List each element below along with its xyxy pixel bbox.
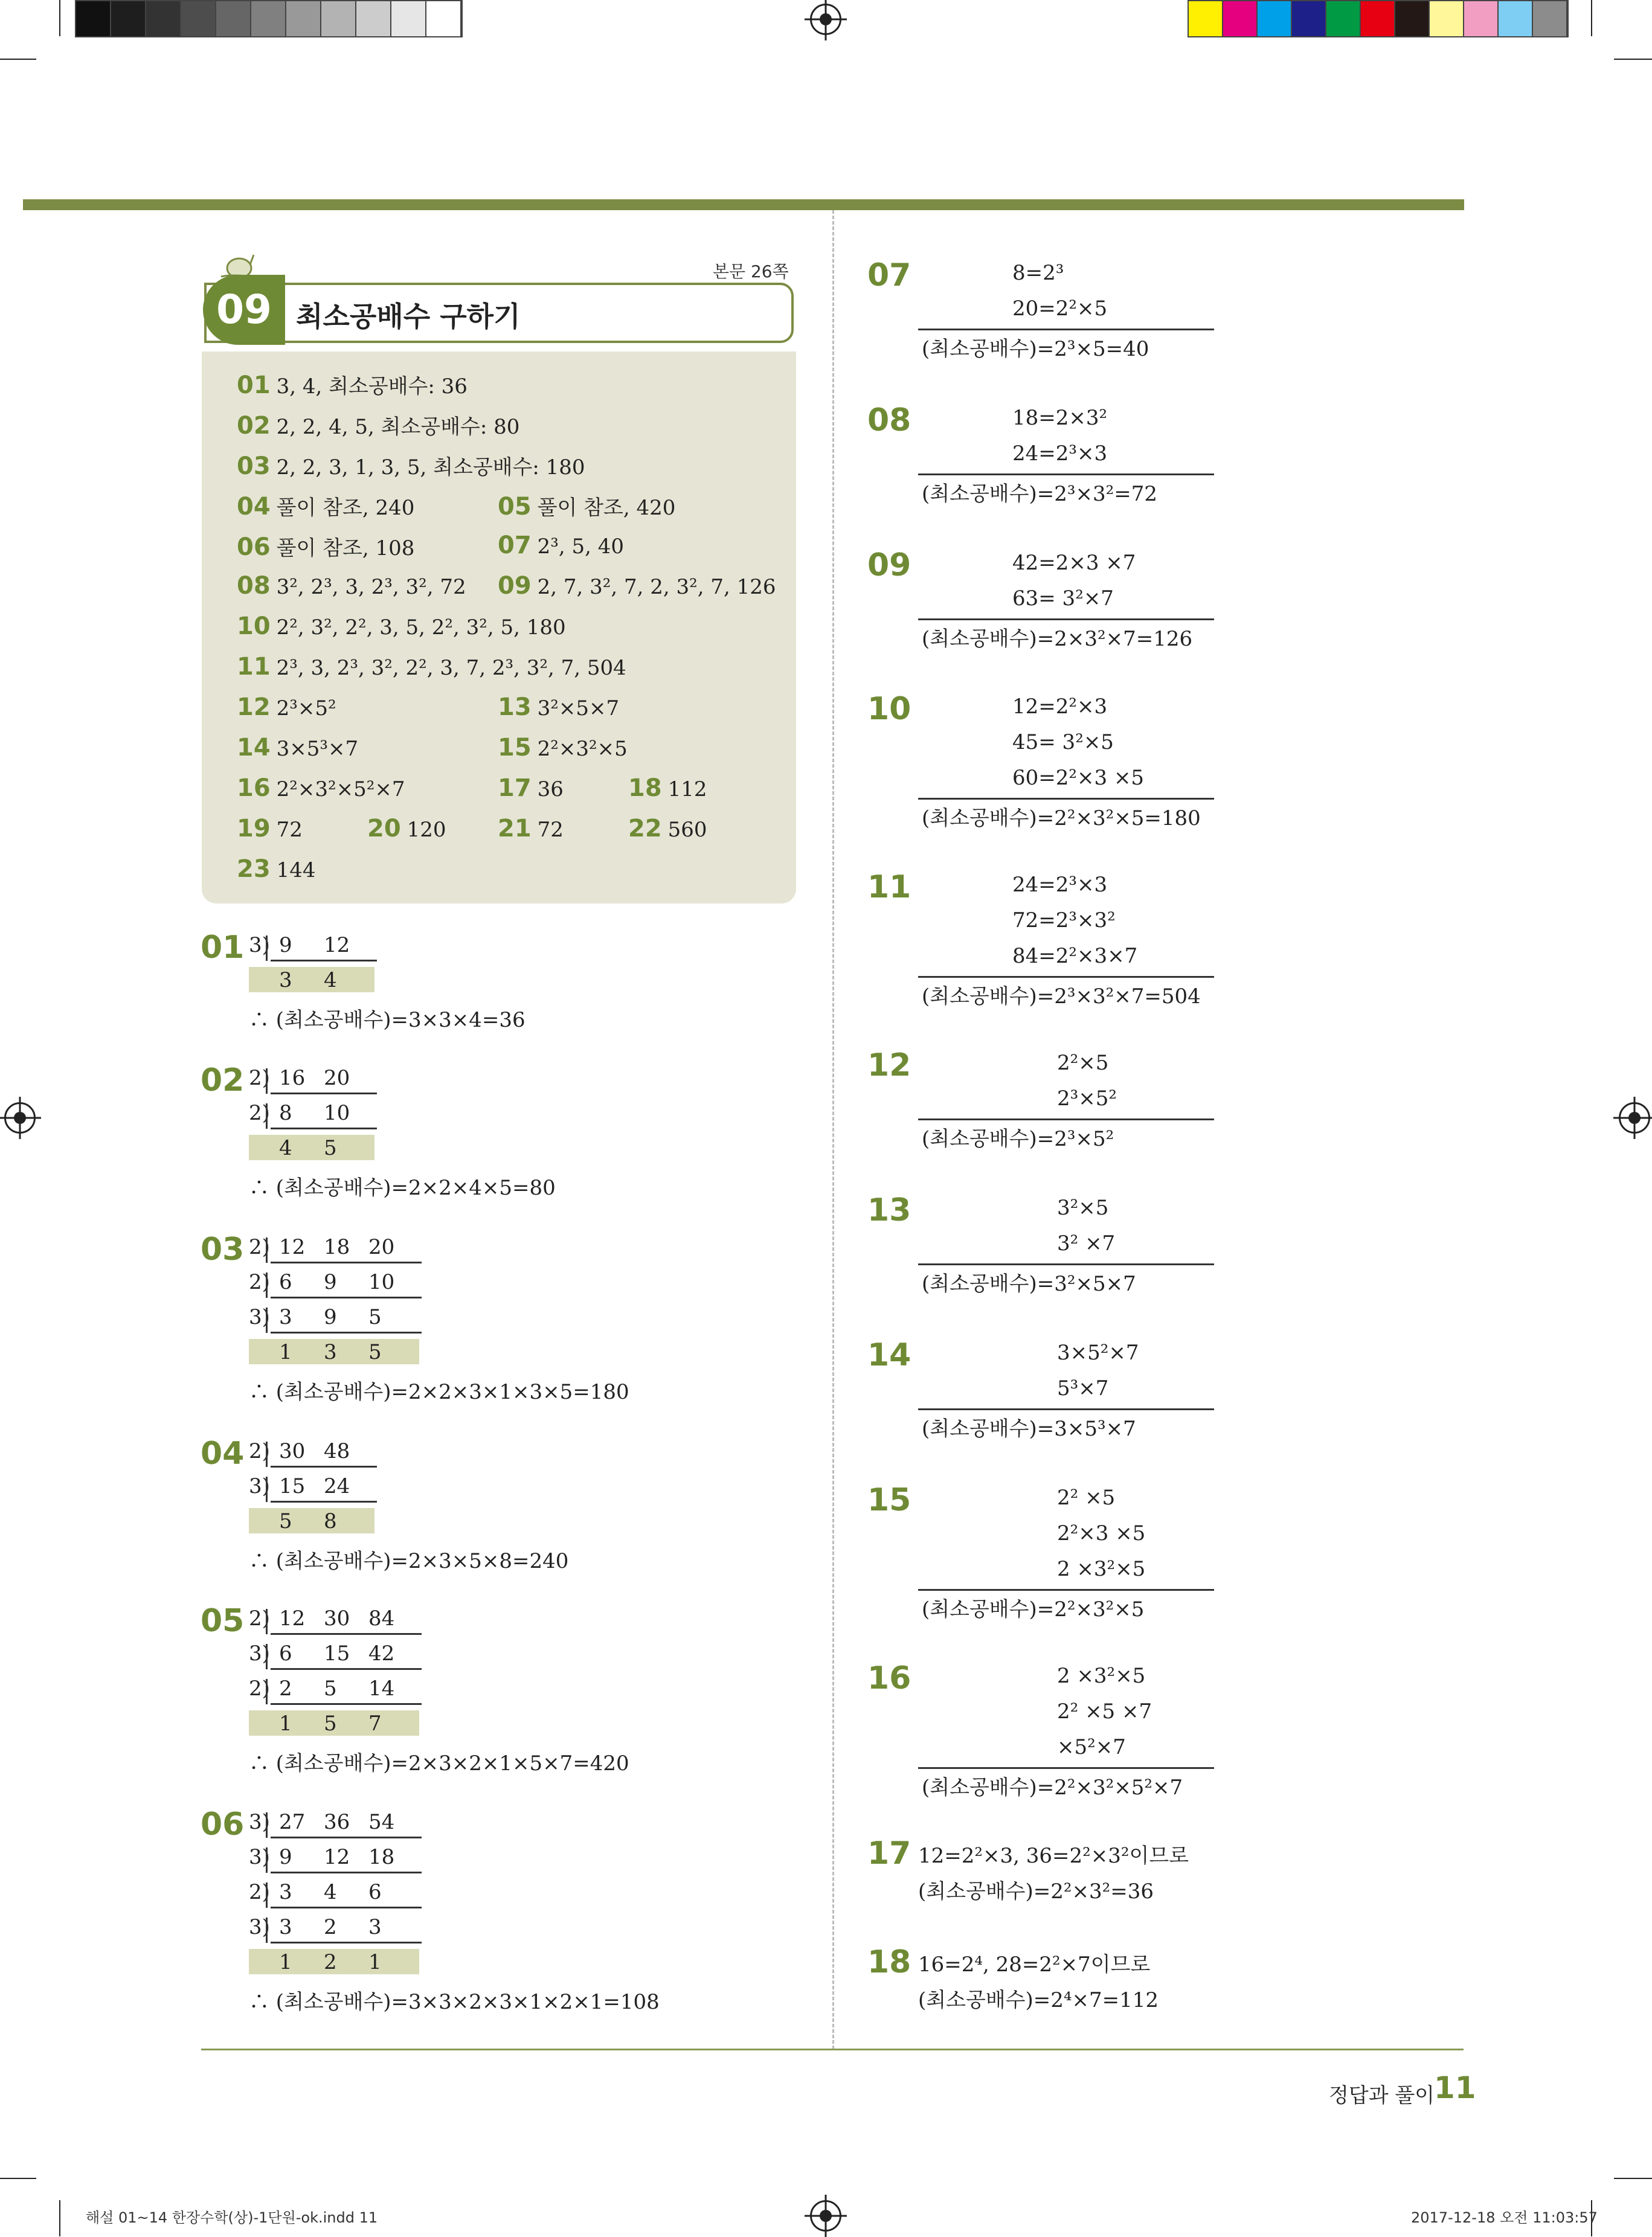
quotient-value: 20 [324, 1066, 350, 1090]
divisor: 2) [249, 1606, 270, 1631]
quotient-row-shade [249, 1508, 374, 1533]
problem-number: 04 [201, 1436, 245, 1472]
quotient-value: 12 [324, 933, 350, 957]
quotient-value: 4 [324, 1880, 337, 1904]
quotient-value: 1 [279, 1340, 292, 1364]
crop-mark [59, 0, 60, 36]
lcm-result: (최소공배수)=2³×3²×7=504 [922, 984, 1201, 1009]
result-line [918, 1767, 1214, 1769]
summary-item: 10 2², 3², 2², 3, 5, 2², 3², 5, 180 [237, 612, 566, 640]
quotient-value: 3 [279, 1305, 292, 1329]
quotient-value: 3 [324, 1340, 337, 1364]
quotient-value: 24 [324, 1474, 350, 1498]
problem-number: 10 [867, 691, 911, 727]
quotient-value: 4 [324, 968, 337, 992]
divisor: 2) [249, 1101, 270, 1125]
footer-timestamp: 2017-12-18 오전 11:03:57 [1411, 2209, 1598, 2226]
summary-item: 16 2²×3²×5²×7 [237, 774, 405, 802]
quotient-value: 20 [368, 1235, 395, 1259]
lcm-result: (최소공배수)=2³×5=40 [922, 337, 1149, 361]
result-line [918, 329, 1214, 330]
quotient-value: 5 [368, 1340, 382, 1364]
division-line [271, 1668, 422, 1670]
factorization-line: 2² ×5 ×7 [1057, 1699, 1152, 1724]
factorization-line: 2 ×3²×5 [1057, 1664, 1146, 1688]
color-bar [1188, 0, 1569, 37]
division-bracket [266, 1847, 268, 1873]
division-line [271, 1093, 377, 1094]
quotient-value: 5 [324, 1712, 337, 1736]
crop-mark [1591, 0, 1592, 36]
factorization-line: 5³×7 [1057, 1376, 1109, 1401]
summary-item: 17 36 [498, 774, 564, 802]
division-line [271, 1633, 422, 1635]
division-bracket [266, 936, 268, 961]
factorization-line: 3²×5 [1057, 1196, 1109, 1220]
factorization-line: 3² ×7 [1057, 1231, 1116, 1256]
lcm-result: (최소공배수)=3×5³×7 [922, 1417, 1136, 1441]
summary-item: 22 560 [628, 815, 707, 842]
division-bracket [266, 1644, 268, 1669]
division-bracket [266, 1308, 268, 1333]
factorization-line: 24=2³×3 [1012, 873, 1108, 897]
bottom-rule [201, 2049, 1464, 2050]
factorization-line: 12=2²×3 [1012, 695, 1108, 719]
division-line [271, 1332, 422, 1334]
section-number-badge: 09 [203, 275, 285, 345]
division-line [271, 1703, 422, 1705]
quotient-value: 10 [324, 1101, 350, 1125]
problem-number: 15 [867, 1482, 911, 1518]
result-line [918, 798, 1214, 800]
quotient-value: 84 [368, 1606, 395, 1631]
factorization-line: 20=2²×5 [1012, 297, 1108, 321]
textbook-page-reference: 본문 26쪽 [713, 262, 789, 281]
quotient-value: 30 [324, 1606, 350, 1631]
summary-item: 14 3×5³×7 [237, 734, 359, 762]
summary-item: 15 2²×3²×5 [498, 734, 628, 762]
factorization-line: 2²×5 [1057, 1051, 1109, 1075]
result-line [918, 1263, 1214, 1265]
problem-number: 18 [867, 1944, 911, 1980]
quotient-value: 48 [324, 1439, 350, 1463]
division-bracket [266, 1103, 268, 1129]
divisor: 3) [249, 1642, 270, 1666]
quotient-row-shade [249, 1135, 374, 1160]
factorization-line: 42=2×3 ×7 [1012, 551, 1136, 575]
problem-number: 17 [867, 1835, 911, 1872]
summary-item: 11 2³, 3, 2³, 3², 2², 3, 7, 2³, 3², 7, 504 [237, 653, 626, 681]
summary-item: 04 풀이 참조, 240 [237, 493, 415, 521]
footer-file-name: 해설 01~14 한장수학(상)-1단원-ok.indd 11 [86, 2209, 378, 2226]
problem-number: 06 [201, 1806, 245, 1843]
summary-item: 18 112 [628, 774, 707, 802]
quotient-value: 9 [279, 1845, 292, 1869]
crop-mark [59, 2200, 60, 2236]
summary-item: 09 2, 7, 3², 7, 2, 3², 7, 126 [498, 572, 776, 600]
divisor: 3) [249, 1810, 270, 1834]
lcm-result: (최소공배수)=2²×3²×5 [922, 1597, 1145, 1622]
problem-number: 08 [867, 402, 911, 438]
registration-mark-right [1619, 1102, 1650, 1134]
quotient-value: 42 [368, 1642, 395, 1666]
quotient-value: 18 [368, 1845, 395, 1869]
divisor: 2) [249, 1066, 270, 1090]
division-bracket [266, 1237, 268, 1263]
quotient-value: 7 [368, 1712, 382, 1736]
lcm-result: (최소공배수)=2²×3²=36 [918, 1879, 1154, 1904]
divisor: 2) [249, 1270, 270, 1294]
lcm-result: (최소공배수)=2×3²×7=126 [922, 627, 1193, 651]
quotient-value: 9 [324, 1305, 337, 1329]
problem-number: 09 [867, 547, 911, 583]
footer-page-number: 11 [1434, 2070, 1476, 2105]
divisor: 3) [249, 1915, 270, 1939]
quotient-value: 8 [279, 1101, 292, 1125]
quotient-value: 4 [279, 1136, 292, 1160]
factorization-line: 18=2×3² [1012, 406, 1108, 430]
divisor: 3) [249, 1305, 270, 1329]
problem-number: 02 [201, 1062, 245, 1099]
quotient-value: 3 [279, 968, 292, 992]
quotient-value: 12 [279, 1235, 306, 1259]
division-line [271, 1466, 377, 1468]
result-line [918, 618, 1214, 620]
explanation-line: 12=2²×3, 36=2²×3²이므로 [918, 1844, 1189, 1868]
summary-item: 12 2³×5² [237, 693, 336, 721]
quotient-value: 5 [279, 1509, 292, 1533]
factorization-line: 2 ×3²×5 [1057, 1557, 1146, 1581]
quotient-value: 1 [279, 1950, 292, 1974]
top-rule [23, 199, 1464, 210]
problem-number: 16 [867, 1660, 911, 1696]
division-line [271, 1262, 422, 1263]
summary-item: 21 72 [498, 815, 564, 842]
quotient-value: 1 [368, 1950, 382, 1974]
quotient-value: 9 [279, 933, 292, 957]
lcm-result: (최소공배수)=2²×3²×5=180 [922, 806, 1201, 830]
quotient-value: 9 [324, 1270, 337, 1294]
quotient-value: 2 [324, 1950, 337, 1974]
grayscale-bar [75, 0, 463, 37]
problem-number: 11 [867, 869, 911, 905]
lcm-result: (최소공배수)=2²×3²×5²×7 [922, 1776, 1183, 1800]
result-line [918, 976, 1214, 978]
summary-item: 19 72 [237, 815, 303, 842]
result-line [918, 1408, 1214, 1410]
quotient-value: 5 [324, 1136, 337, 1160]
summary-item: 03 2, 2, 3, 1, 3, 5, 최소공배수: 180 [237, 452, 585, 480]
registration-mark-left [4, 1102, 36, 1134]
quotient-row-shade [249, 967, 374, 992]
result-line [918, 473, 1214, 475]
division-line [271, 1942, 422, 1943]
division-line [271, 960, 377, 961]
problem-number: 03 [201, 1231, 245, 1268]
factorization-line: 84=2²×3×7 [1012, 944, 1138, 968]
factorization-line: 2²×3 ×5 [1057, 1521, 1146, 1545]
division-line [271, 1907, 422, 1908]
quotient-value: 6 [279, 1270, 292, 1294]
quotient-value: 5 [368, 1305, 382, 1329]
quotient-value: 2 [279, 1677, 292, 1701]
summary-item: 02 2, 2, 4, 5, 최소공배수: 80 [237, 412, 520, 440]
factorization-line: 2² ×5 [1057, 1486, 1116, 1510]
crop-mark [0, 2178, 36, 2179]
factorization-line: 63= 3²×7 [1012, 586, 1114, 611]
division-bracket [266, 1882, 268, 1908]
section-title: 최소공배수 구하기 [296, 300, 521, 333]
problem-number: 14 [867, 1337, 911, 1373]
factorization-line: 24=2³×3 [1012, 441, 1108, 466]
registration-mark-top [810, 4, 841, 35]
factorization-line: 3×5²×7 [1057, 1341, 1139, 1365]
division-bracket [266, 1679, 268, 1704]
quotient-value: 2 [324, 1915, 337, 1939]
divisor: 3) [249, 1845, 270, 1869]
explanation-line: 16=2⁴, 28=2²×7이므로 [918, 1953, 1151, 1977]
summary-item: 07 2³, 5, 40 [498, 531, 625, 559]
division-line [271, 1837, 422, 1838]
division-line [271, 1872, 422, 1873]
quotient-value: 6 [279, 1642, 292, 1666]
divisor: 2) [249, 1677, 270, 1701]
factorization-line: 45= 3²×5 [1012, 730, 1114, 754]
lcm-result: ∴ (최소공배수)=2×3×2×1×5×7=420 [249, 1751, 629, 1776]
lcm-result: (최소공배수)=2⁴×7=112 [918, 1988, 1159, 2012]
result-line [918, 1118, 1214, 1120]
lcm-result: (최소공배수)=3²×5×7 [922, 1272, 1136, 1296]
quotient-value: 36 [324, 1810, 350, 1834]
division-line [271, 1297, 422, 1298]
quotient-value: 15 [279, 1474, 306, 1498]
crop-mark [1614, 59, 1652, 60]
quotient-value: 10 [368, 1270, 395, 1294]
problem-number: 01 [201, 929, 245, 966]
divisor: 3) [249, 1474, 270, 1498]
result-line [918, 1589, 1214, 1591]
divisor: 2) [249, 1439, 270, 1463]
lcm-result: ∴ (최소공배수)=2×3×5×8=240 [249, 1549, 569, 1573]
division-bracket [266, 1442, 268, 1467]
problem-number: 12 [867, 1047, 911, 1083]
lcm-result: (최소공배수)=2³×3²=72 [922, 482, 1158, 506]
division-line [271, 1501, 377, 1503]
divisor: 2) [249, 1880, 270, 1904]
summary-item: 01 3, 4, 최소공배수: 36 [237, 371, 468, 399]
quotient-value: 14 [368, 1677, 395, 1701]
factorization-line: 8=2³ [1012, 261, 1064, 285]
divisor: 2) [249, 1235, 270, 1259]
quotient-value: 30 [279, 1439, 306, 1463]
quotient-value: 54 [368, 1810, 395, 1834]
registration-mark-bottom [810, 2200, 841, 2232]
problem-number: 05 [201, 1603, 245, 1639]
divisor: 3) [249, 933, 270, 957]
problem-number: 13 [867, 1192, 911, 1228]
division-bracket [266, 1477, 268, 1502]
division-line [271, 1128, 377, 1129]
footer-page-label: 정답과 풀이 [1329, 2084, 1435, 2108]
quotient-value: 6 [368, 1880, 382, 1904]
lcm-result: (최소공배수)=2³×5² [922, 1127, 1114, 1151]
column-divider [832, 210, 834, 2049]
quotient-value: 12 [324, 1845, 350, 1869]
factorization-line: ×5²×7 [1057, 1735, 1126, 1759]
lcm-result: ∴ (최소공배수)=2×2×4×5=80 [249, 1176, 556, 1200]
quotient-value: 27 [279, 1810, 306, 1834]
summary-item: 20 120 [367, 815, 446, 842]
division-bracket [266, 1068, 268, 1094]
summary-item: 08 3², 2³, 3, 2³, 3², 72 [237, 572, 466, 600]
quotient-value: 3 [279, 1915, 292, 1939]
quotient-value: 8 [324, 1509, 337, 1533]
division-bracket [266, 1918, 268, 1943]
lcm-result: ∴ (최소공배수)=3×3×4=36 [249, 1008, 525, 1032]
division-bracket [266, 1812, 268, 1838]
quotient-value: 5 [324, 1677, 337, 1701]
summary-item: 13 3²×5×7 [498, 693, 620, 721]
problem-number: 07 [867, 257, 911, 294]
summary-item: 23 144 [237, 855, 316, 883]
division-bracket [266, 1609, 268, 1634]
quotient-value: 3 [279, 1880, 292, 1904]
lcm-result: ∴ (최소공배수)=2×2×3×1×3×5=180 [249, 1380, 629, 1404]
factorization-line: 60=2²×3 ×5 [1012, 766, 1145, 790]
quotient-value: 16 [279, 1066, 306, 1090]
factorization-line: 2³×5² [1057, 1086, 1117, 1111]
crop-mark [1614, 2178, 1652, 2179]
quotient-value: 1 [279, 1712, 292, 1736]
quotient-value: 12 [279, 1606, 306, 1631]
quotient-value: 3 [368, 1915, 382, 1939]
quotient-value: 18 [324, 1235, 350, 1259]
crop-mark [0, 59, 36, 60]
division-bracket [266, 1273, 268, 1298]
factorization-line: 72=2³×3² [1012, 908, 1116, 932]
quotient-value: 15 [324, 1642, 350, 1666]
summary-item: 06 풀이 참조, 108 [237, 533, 415, 561]
lcm-result: ∴ (최소공배수)=3×3×2×3×1×2×1=108 [249, 1990, 660, 2014]
summary-item: 05 풀이 참조, 420 [498, 493, 676, 521]
